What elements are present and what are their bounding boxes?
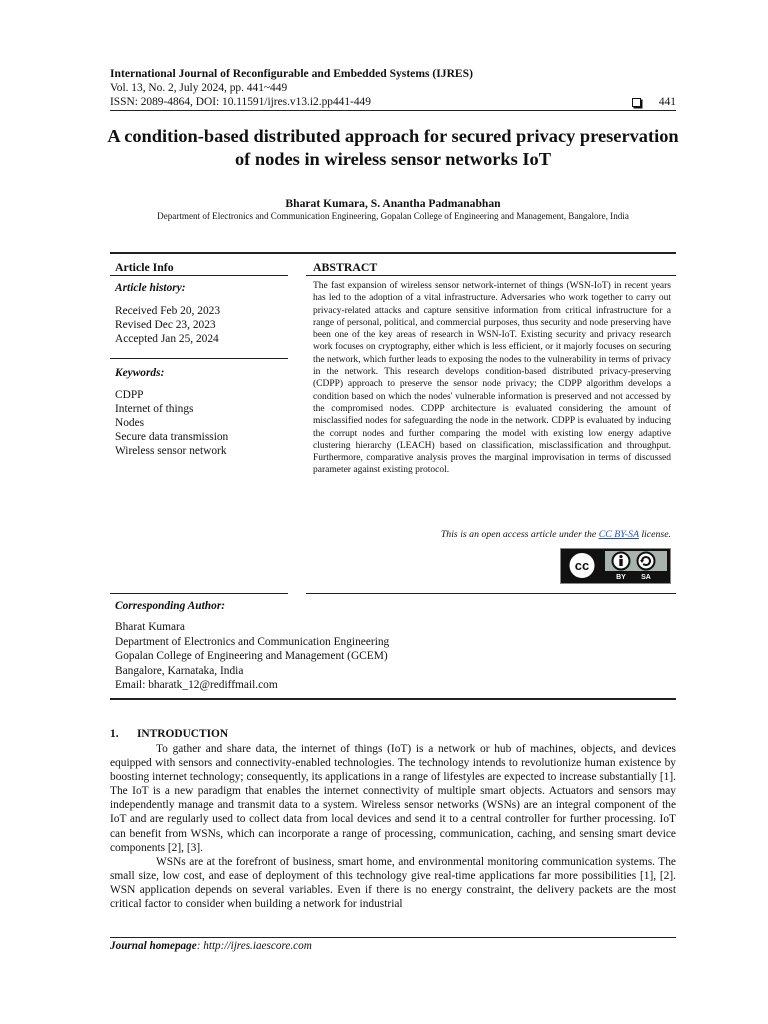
corresponding-label: Corresponding Author: [115,600,226,612]
abstract-heading: ABSTRACT [313,260,378,274]
history-label: Article history: [115,282,186,294]
license-prefix: This is an open access article under the [440,529,599,540]
corresponding-details [115,620,389,693]
article-info-heading: Article Info [115,260,174,274]
corresponding-rule [110,698,676,700]
volume-info: Vol. 13, No. 2, July 2024, pp. 441~449 [110,82,288,94]
section-number: 1. [110,728,119,740]
license-suffix: license. [638,529,671,540]
paper-title: A condition-based distributed approach for secured privacy preservation of nodes in wireless sensor networks IoT [107,126,679,169]
section-title: INTRODUCTION [137,728,229,740]
sa-label: SA [641,574,651,581]
info-bottom-rule [110,593,288,594]
introduction-heading [110,728,228,740]
keyword: Internet of things [115,403,194,415]
keyword: Nodes [115,417,145,429]
affiliation: Department of Electronics and Communication Engineering, Gopalan College of Engineering and Management, Bangalore, India [157,211,629,221]
square-bullet-icon [632,98,641,107]
page-number: 441 [658,96,676,108]
keywords-label: Keywords: [115,367,165,379]
page-marker [632,95,676,109]
history-list [115,304,220,346]
keyword: Secure data transmission [115,431,229,443]
paragraph: To gather and share data, the internet of things (IoT) is a network or hub of machines, objects, and devices equipped with sensors and connectivity-enabled technologies. The technology intends to revolutionize human existence by boosting internet technology; consequently, its applications in a range of lifestyles are expected to increase substantially [1]. The IoT is a new paradigm that enables the internet connectivity of multiple smart objects. Actuators and sensors may independently manage and transmit data to a system. Wireless sensor networks (WSNs) are an integral component of the IoT and are regularly used to collect data from local devices and send it to a central controller for further processing. IoT can benefit from WSNs, which can incorporate a range of processing, communication, caching, and sensing smart device components [2], [3]. [110,743,676,854]
issn-doi: ISSN: 2089-4864, DOI: 10.11591/ijres.v13.i2.pp441-449 [110,96,371,108]
cc-by-sa-icon [561,549,669,582]
journal-name: International Journal of Reconfigurable and Embedded Systems (IJRES) [110,67,473,80]
keyword: Wireless sensor network [115,445,227,457]
by-label: BY [616,574,626,581]
footer-rule [110,937,676,938]
cc-license-badge[interactable] [560,548,671,584]
abstract-text: The fast expansion of wireless sensor network-internet of things (WSN-IoT) in recent years has led to the adoption of a vital infrastructure. Adversaries who work together to carry out privacy-related attacks and capture sensitive information from critical infrastructure for a range of personal, political, and commercial purposes, thus security and node preserving have been one of the key areas of research in WSN-IoT. Existing security and privacy research work focuses on cryptography, either which is less efficient, or it majorly focuses on securing the network, which further leads to exposing the nodes to the vulnerability in terms of privacy in the network. This research develops condition-based distributed privacy-preserving (CDPP) approach to preserve the sensor node privacy; the CDPP algorithm develops a condition based on which the nodes' vulnerable information is preserved and not accessed by the compromised nodes. CDPP architecture is evaluated considering the amount of misclassified nodes for safeguarding the node in the network. CDPP is evaluated by inducing the corrupt nodes and further comparing the model with existing low energy adaptive clustering hierarchy (LEACH) based on classification, misclassification and throughput. Furthermore, comparative analysis proves the marginal improvisation in terms of discussed parameter against existing protocol. [313,281,671,476]
article-info-rule [110,275,288,276]
author-list: Bharat Kumara, S. Anantha Padmanabhan [285,197,501,210]
header-rule [110,110,676,111]
cc-by-sa-link[interactable]: CC BY-SA [598,529,639,540]
introduction-body [110,742,676,911]
author-email: Email: bharatk_12@rediffmail.com [115,679,278,692]
revised-date: Revised Dec 23, 2023 [115,319,216,331]
author-college: Gopalan College of Engineering and Management (GCEM) [115,650,388,663]
homepage-url[interactable]: : http://ijres.iaescore.com [196,940,312,952]
top-info-rule [110,252,676,254]
license-note [313,529,671,540]
journal-homepage [110,940,312,952]
paragraph: WSNs are at the forefront of business, smart home, and environmental monitoring communication systems. The small size, low cost, and ease of deployment of this technology give real-time applications far more possibilities [1], [2]. WSN application depends on several variables. Even if there is no energy constraint, the delivery packets are the most critical factor to consider when building a network for industrial [110,855,676,911]
author-location: Bangalore, Karnataka, India [115,664,244,677]
abstract-bottom-rule [306,593,676,594]
running-header [110,67,676,109]
author-name: Bharat Kumara [115,621,185,633]
author-department: Department of Electronics and Communication Engineering [115,635,390,648]
keywords-list [115,388,228,458]
abstract-rule [306,275,676,276]
accepted-date: Accepted Jan 25, 2024 [115,333,219,345]
homepage-label: Journal homepage [110,940,197,952]
history-rule [110,358,288,359]
cc-letters: cc [574,558,590,573]
issn-row [110,95,676,109]
keyword: CDPP [115,389,144,401]
received-date: Received Feb 20, 2023 [115,305,221,317]
